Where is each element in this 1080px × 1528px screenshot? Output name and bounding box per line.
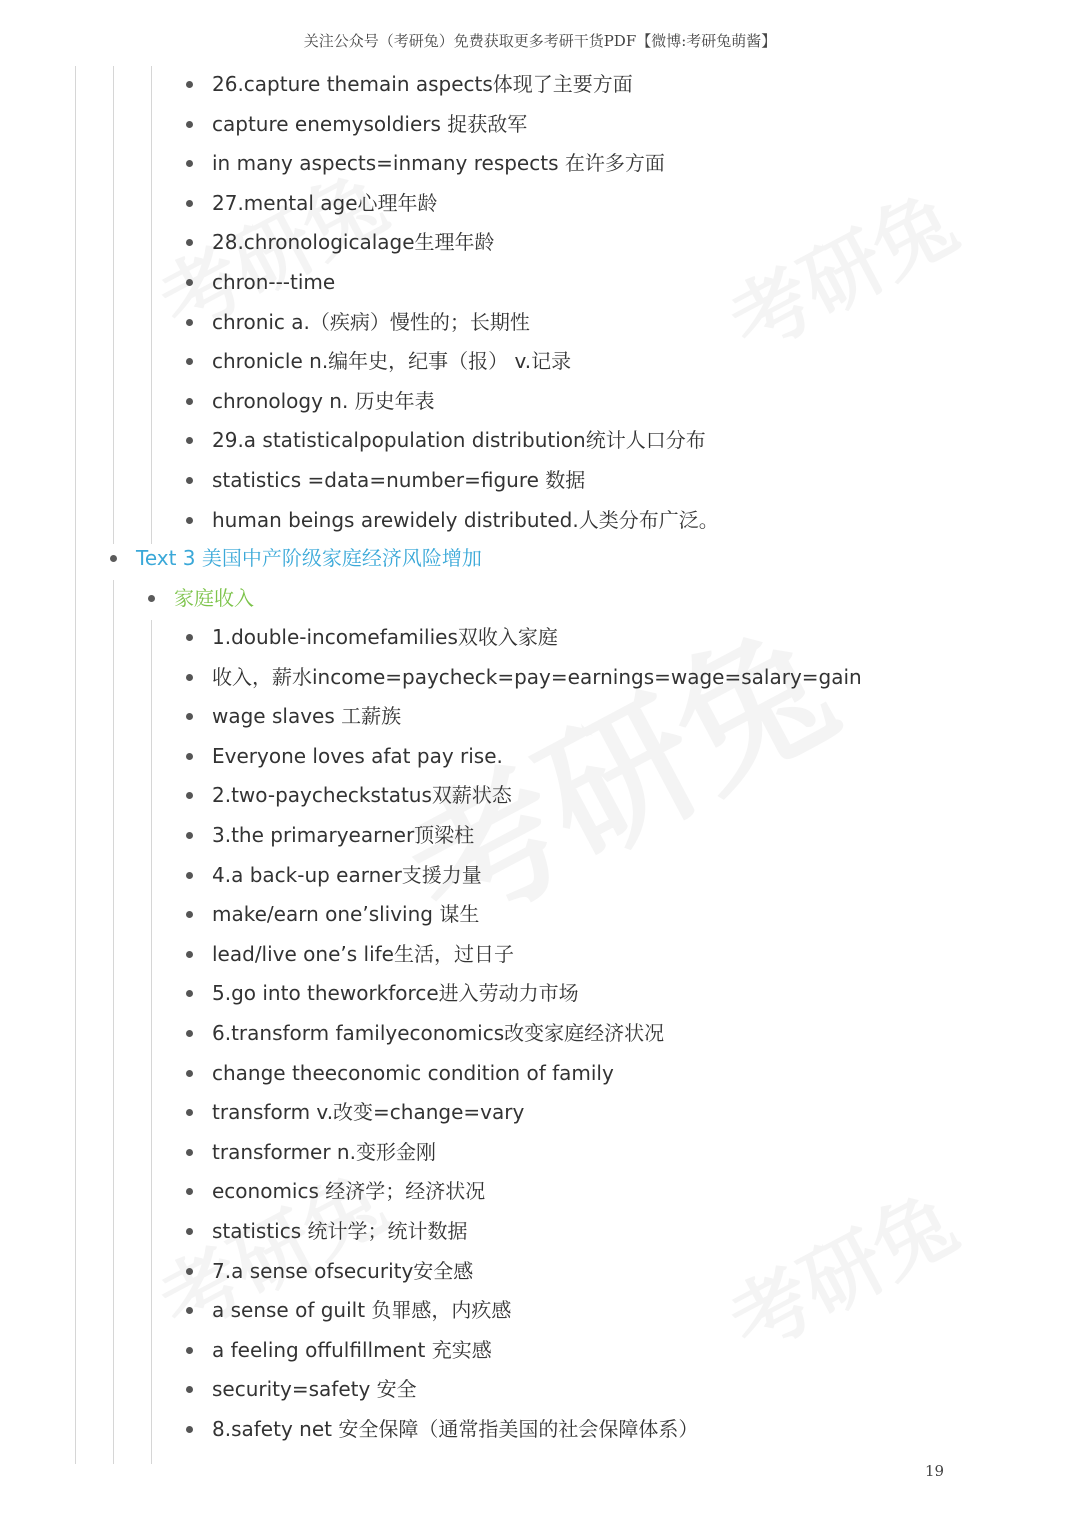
bullet-icon	[186, 477, 193, 484]
bullet-icon	[186, 1030, 193, 1037]
list-item-text: transformer n.变形金刚	[212, 1139, 436, 1164]
indent-guide	[113, 66, 114, 544]
list-item-text: statistics 统计学；统计数据	[212, 1219, 468, 1243]
list-item-text: chronic a.（疾病）慢性的；长期性	[212, 309, 530, 334]
list-item-text: 5.go into theworkforce进入劳动力市场	[212, 981, 579, 1006]
watermark	[707, 160, 973, 374]
list-item-text: make/earn one’sliving 谋生	[212, 902, 480, 927]
bullet-icon	[186, 358, 193, 365]
bullet-icon	[186, 279, 193, 286]
bullet-icon	[186, 1307, 193, 1314]
bullet-icon	[186, 872, 193, 879]
bullet-icon	[186, 121, 193, 128]
list-item-text: 27.mental age心理年龄	[212, 190, 438, 215]
list-item-text: 7.a sense ofsecurity安全感	[212, 1258, 474, 1283]
indent-guide	[113, 580, 114, 1464]
list-item-text: 8.safety net 安全保障（通常指美国的社会保障体系）	[212, 1417, 699, 1441]
bullet-icon	[186, 1188, 193, 1195]
list-item-text: economics 经济学；经济状况	[212, 1179, 486, 1204]
bullet-icon	[186, 200, 193, 207]
list-item-text: chron---time	[212, 270, 336, 294]
indent-guide	[75, 66, 76, 1464]
list-item-text: a sense of guilt 负罪感，内疚感	[212, 1298, 512, 1323]
bullet-icon	[148, 595, 155, 602]
list-item-text: a feeling offulfillment 充实感	[212, 1337, 492, 1362]
bullet-icon	[186, 81, 193, 88]
bullet-icon	[186, 713, 193, 720]
bullet-icon	[186, 1109, 193, 1116]
page-header: 关注公众号（考研兔）免费获取更多考研干货PDF【微博:考研兔萌酱】	[303, 32, 777, 50]
bullet-icon	[186, 1347, 193, 1354]
bullet-icon	[186, 990, 193, 997]
list-item-text: Everyone loves afat pay rise.	[212, 743, 503, 768]
list-item-text: statistics =data=number=figure 数据	[212, 468, 586, 492]
watermark	[707, 1160, 973, 1374]
text3-heading-label: Text 3 美国中产阶级家庭经济风险增加	[136, 546, 482, 570]
list-item-text: 3.the primaryearner顶梁柱	[212, 823, 475, 847]
list-item-text: 29.a statisticalpopulation distribution统计人口分布	[212, 428, 706, 453]
list-item-text: 26.capture themain aspects体现了主要方面	[212, 72, 633, 96]
list-item-text: change theeconomic condition of family	[212, 1060, 614, 1085]
bullet-icon	[186, 911, 193, 918]
bullet-icon	[186, 1228, 193, 1235]
bullet-icon	[186, 792, 193, 799]
bullet-icon	[186, 160, 193, 167]
bullet-icon	[186, 1268, 193, 1275]
bullet-icon	[186, 753, 193, 760]
list-item-text: 4.a back-up earner支援力量	[212, 862, 482, 887]
indent-guide	[151, 620, 152, 1464]
list-item-text: in many aspects=inmany respects 在许多方面	[212, 151, 665, 176]
bullet-icon	[186, 239, 193, 246]
bullet-icon	[186, 517, 193, 524]
list-item-text: human beings arewidely distributed.人类分布广泛。	[212, 507, 719, 532]
bullet-icon	[186, 1426, 193, 1433]
bullet-icon	[186, 1070, 193, 1077]
bullet-icon	[186, 832, 193, 839]
indent-guide	[151, 66, 152, 544]
page-number: 19	[925, 1462, 945, 1480]
list-item-text: lead/live one’s life生活，过日子	[212, 941, 514, 966]
list-item-text: wage slaves 工薪族	[212, 704, 402, 729]
list-item-text: 6.transform familyeconomics改变家庭经济状况	[212, 1021, 665, 1045]
list-item-text: security=safety 安全	[212, 1377, 417, 1402]
bullet-icon	[186, 951, 193, 958]
list-item-text: chronicle n.编年史，纪事（报） v.记录	[212, 349, 572, 374]
bullet-icon	[186, 674, 193, 681]
subheading-label: 家庭收入	[174, 586, 254, 610]
bullet-icon	[186, 398, 193, 405]
bullet-icon	[186, 437, 193, 444]
bullet-icon	[186, 634, 193, 641]
list-item-text: 2.two-paycheckstatus双薪状态	[212, 783, 512, 808]
bullet-icon	[110, 555, 117, 562]
list-item-text: transform v.改变=change=vary	[212, 1100, 525, 1125]
bullet-icon	[186, 1149, 193, 1156]
bullet-icon	[186, 1386, 193, 1393]
list-item-text: 1.double-incomefamilies双收入家庭	[212, 625, 558, 649]
bullet-icon	[186, 319, 193, 326]
list-item-text: 收入，薪水income=paycheck=pay=earnings=wage=salary=gain	[212, 664, 862, 689]
list-item-text: chronology n. 历史年表	[212, 388, 435, 413]
list-item-text: 28.chronologicalage生理年龄	[212, 230, 495, 255]
list-item-text: capture enemysoldiers 捉获敌军	[212, 111, 528, 136]
